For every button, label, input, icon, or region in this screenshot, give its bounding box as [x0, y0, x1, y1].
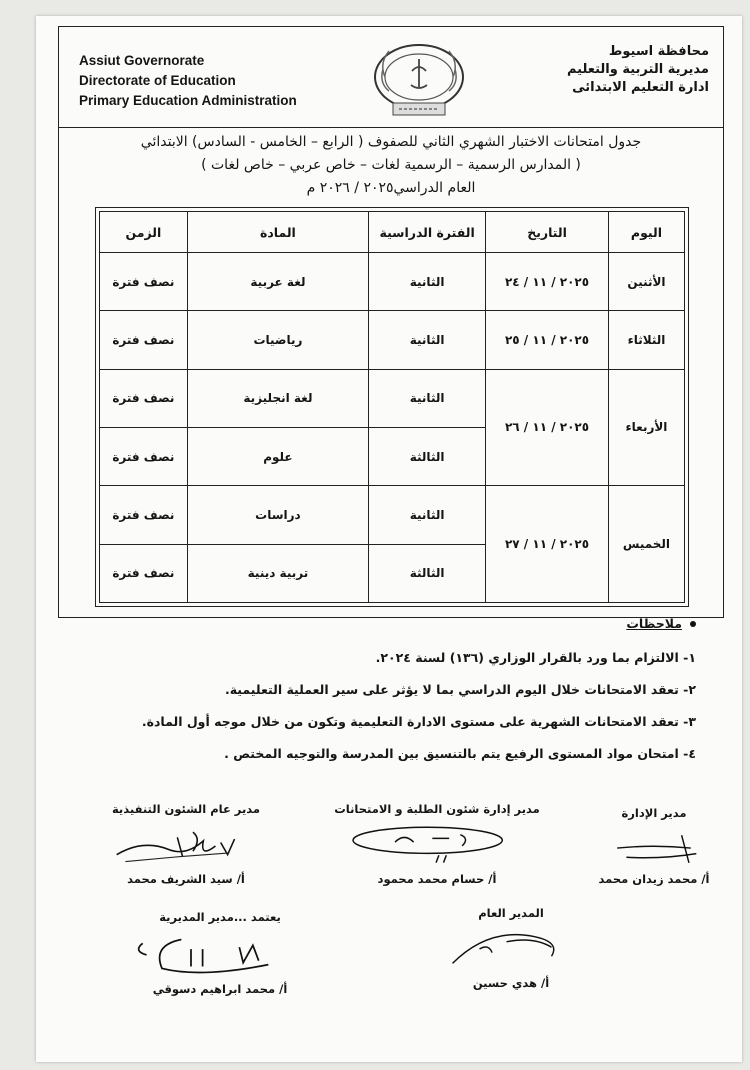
english-header: [79, 51, 297, 111]
en-governorate: Assiut Governorate: [79, 53, 205, 68]
period-cell: الثانية: [369, 369, 486, 427]
time-cell: نصف فترة: [100, 427, 188, 485]
subject-cell: دراسات: [187, 486, 368, 544]
notes-heading-text: ملاحظات: [626, 616, 682, 631]
signature-general-name: أ/ هدي حسين: [472, 976, 550, 990]
day-cell: الأثنين: [608, 253, 684, 311]
arabic-header: [567, 43, 709, 97]
subject-cell: رياضيات: [187, 311, 368, 369]
document-page: [36, 16, 742, 1062]
time-cell: نصف فترة: [100, 311, 188, 369]
subject-cell: لغة عربية: [187, 253, 368, 311]
title-line-2: ( المدارس الرسمية – الرسمية لغات – خاص عربي – خاص لغات ): [201, 157, 581, 173]
table-row: [100, 311, 685, 369]
title-line-1: جدول امتحانات الاختبار الشهري الثاني للصفوف ( الرابع – الخامس - السادس) الابتدائي: [140, 134, 642, 150]
table-header-row: [100, 212, 685, 253]
ministry-emblem-icon: [367, 37, 471, 119]
day-cell: الثلاثاء: [608, 311, 684, 369]
time-cell: نصف فترة: [100, 253, 188, 311]
period-cell: الثالثة: [369, 544, 486, 602]
header-day: اليوم: [608, 212, 684, 253]
list-item: ٤- امتحان مواد المستوى الرفيع يتم بالتنسيق بين المدرسة والتوجيه المختص .: [224, 746, 696, 761]
signature-exec-name: أ/ سيد الشريف محمد: [127, 872, 245, 886]
subject-cell: تربية دينية: [187, 544, 368, 602]
signature-admin: [584, 806, 724, 896]
time-cell: نصف فترة: [100, 486, 188, 544]
ar-governorate: محافظة اسيوط: [608, 44, 709, 59]
time-cell: نصف فترة: [100, 369, 188, 427]
list-item: ٢- تعقد الامتحانات خلال اليوم الدراسي بما لا يؤثر على سير العملية التعليمية.: [224, 682, 696, 697]
notes-list: [56, 649, 696, 763]
schedule-frame: [58, 26, 724, 618]
header-subject: المادة: [187, 212, 368, 253]
period-cell: الثانية: [369, 253, 486, 311]
en-administration: Primary Education Administration: [79, 93, 297, 108]
signature-admin-role: مدير الإدارة: [621, 806, 687, 820]
notes-section: [56, 616, 696, 777]
signature-exec-role: مدير عام الشئون التنفيذية: [111, 802, 261, 816]
date-cell: ٢٠٢٥ / ١١ / ٢٤: [486, 253, 609, 311]
signature-admin-name: أ/ محمد زيدان محمد: [598, 872, 710, 886]
handwritten-signature-icon: [312, 816, 562, 872]
date-cell: ٢٠٢٥ / ١١ / ٢٦: [486, 369, 609, 486]
exam-schedule-table: [99, 211, 685, 603]
en-directorate: Directorate of Education: [79, 73, 236, 88]
handwritten-signature-icon: [86, 820, 286, 872]
letterhead: [59, 27, 723, 128]
signature-general-role: المدير العام: [478, 906, 544, 920]
subject-cell: علوم: [187, 427, 368, 485]
table-row: [100, 253, 685, 311]
signature-general: [426, 906, 596, 996]
table-row: [100, 486, 685, 544]
signature-students: [312, 802, 562, 892]
bullet-icon: [690, 621, 696, 627]
subject-cell: لغة انجليزية: [187, 369, 368, 427]
signature-directorate: [120, 910, 320, 1000]
date-cell: ٢٠٢٥ / ١١ / ٢٥: [486, 311, 609, 369]
time-cell: نصف فترة: [100, 544, 188, 602]
handwritten-signature-icon: [584, 826, 724, 872]
header-date: التاريخ: [486, 212, 609, 253]
title-line-3: العام الدراسي٢٠٢٥ / ٢٠٢٦ م: [306, 180, 476, 196]
day-cell: الخميس: [608, 486, 684, 603]
period-cell: الثانية: [369, 311, 486, 369]
table-row: [100, 369, 685, 427]
header-period: الفترة الدراسية: [369, 212, 486, 253]
signature-students-name: أ/ حسام محمد محمود: [377, 872, 497, 886]
signature-directorate-role: يعتمد ...مدير المديرية: [159, 910, 281, 924]
signature-students-role: مدير إدارة شئون الطلبة و الامتحانات: [334, 802, 540, 816]
ar-directorate: مديرية التربية والتعليم: [566, 62, 709, 77]
list-item: ٣- تعقد الامتحانات الشهرية على مستوى الادارة التعليمية وتكون من خلال موجه أول المادة.: [141, 714, 696, 729]
date-cell: ٢٠٢٥ / ١١ / ٢٧: [486, 486, 609, 603]
list-item: ١- الالتزام بما ورد بالقرار الوزاري (١٣٦) لسنة ٢٠٢٤.: [375, 650, 696, 665]
header-time: الزمن: [100, 212, 188, 253]
schedule-table-border: [95, 207, 689, 607]
schedule-titles: [59, 131, 723, 200]
signature-directorate-name: أ/ محمد ابراهيم دسوقي: [152, 982, 288, 996]
day-cell: الأربعاء: [608, 369, 684, 486]
ar-administration: ادارة التعليم الابتدائى: [572, 80, 709, 95]
handwritten-signature-icon: [120, 924, 320, 982]
handwritten-signature-icon: [426, 922, 596, 976]
period-cell: الثانية: [369, 486, 486, 544]
period-cell: الثالثة: [369, 427, 486, 485]
notes-heading: [56, 616, 696, 631]
signature-exec: [86, 802, 286, 892]
